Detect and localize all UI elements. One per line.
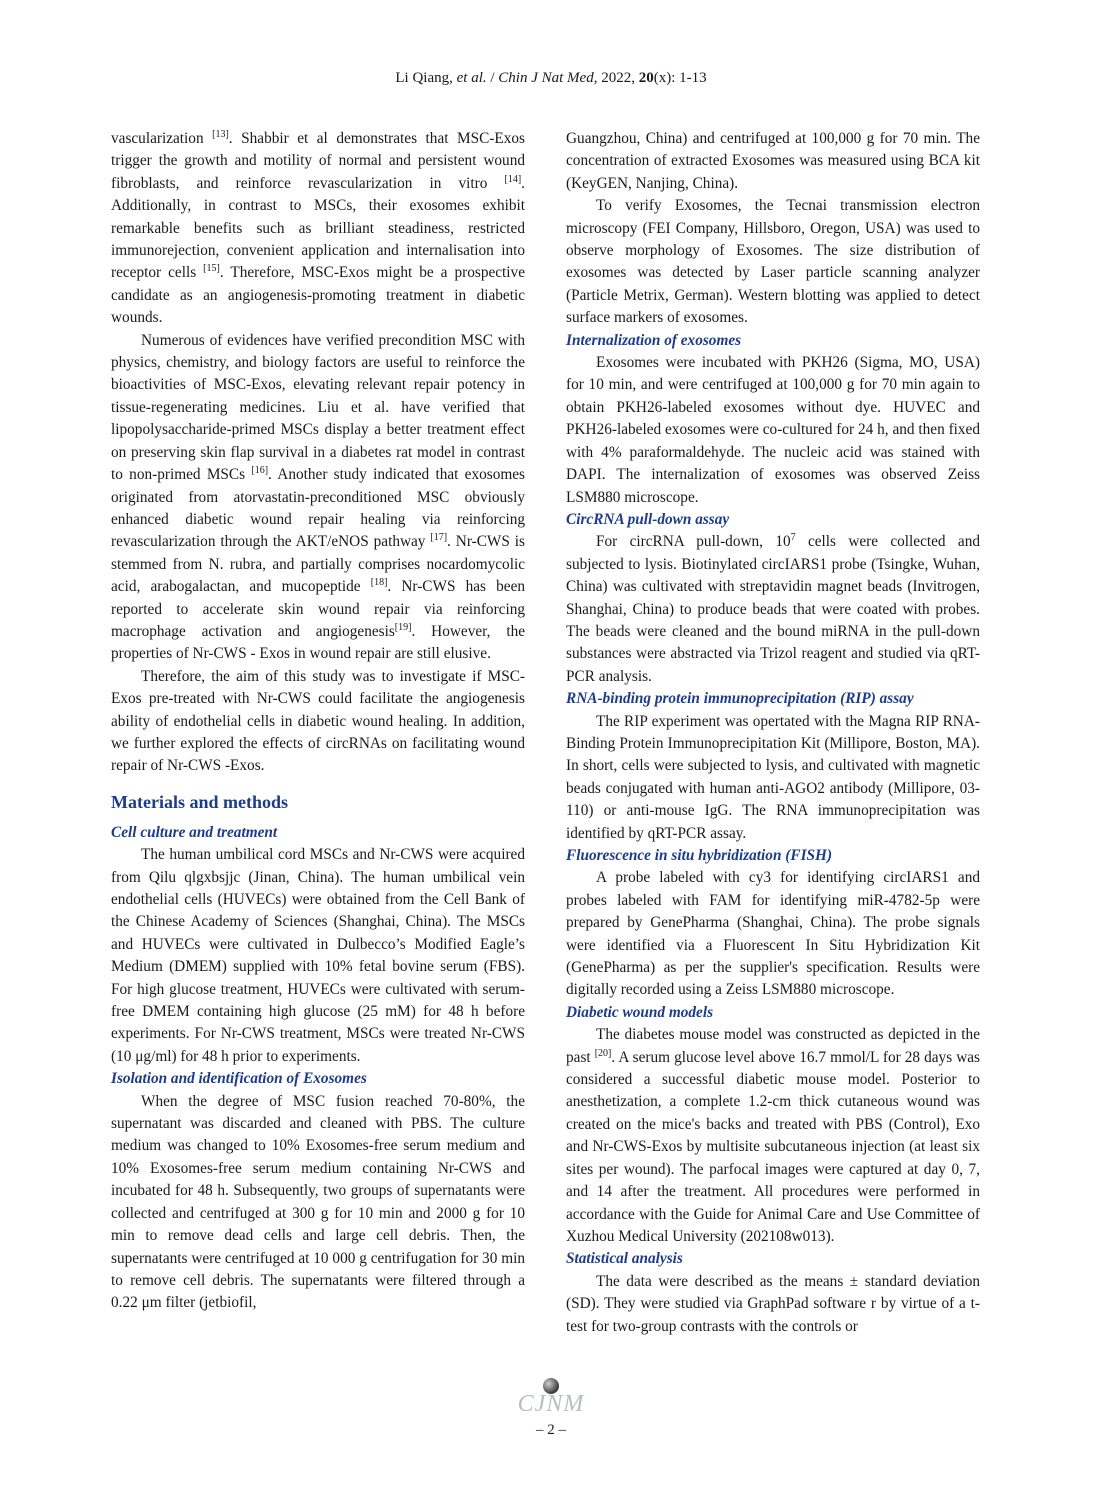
right-paragraph-6: A probe labeled with cy3 for identifying circIARS1 and probes labeled with FAM for identifying miR-4782-5p were prepared by GenePharma (Shanghai, China). The probe signals were identified via a Fluorescent In Situ Hybridization Kit (GenePharma) as per the supplier's specification. Results were digitally recorded using a Zeiss LSM880 microscope.: [566, 869, 980, 999]
text: . Therefore, MSC-Exos might be a prospective candidate as an angiogenesis-promoting treatment in diabetic wounds.: [111, 264, 525, 327]
citation: [17]: [430, 532, 448, 544]
right-paragraph-2: To verify Exosomes, the Tecnai transmission electron microscopy (FEI Company, Hillsboro, Oregon, USA) was used to observe morphology of Exosomes. The size distribution of exosomes was detected by Laser particle scanning analyzer (Particle Metrix, German). Western blotting was applied to detect surface markers of exosomes.: [566, 197, 980, 327]
right-paragraph-4: [566, 531, 980, 688]
subheading-cell-culture: Cell culture and treatment: [111, 823, 278, 841]
right-paragraph-7: [566, 1024, 980, 1248]
section-heading: Materials and methods: [111, 791, 288, 812]
subheading-fish: Fluorescence in situ hybridization (FISH): [566, 847, 833, 864]
left-paragraph-5: When the degree of MSC fusion reached 70-80%, the supernatant was discarded and cleaned with PBS. The culture medium was changed to 10% Exosomes-free serum medium and 10% Exosomes-free serum medium containing Nr-CWS and incubated for 48 h. Subsequently, two groups of supernatants were collected and centrifuged at 300 g for 10 min and 2000 g for 10 min to remove dead cells and large cell debris. Then, the supernatants were centrifuged at 10 000 g centrifugation for 30 min to remove cell debris. The supernatants were filtered through a 0.22 μm filter (jetbiofil,: [111, 1092, 525, 1312]
text: For circRNA pull-down, 10: [596, 533, 791, 551]
citation: [16]: [251, 465, 269, 477]
page-number: – 2 –: [536, 1422, 566, 1438]
right-paragraph-5: The RIP experiment was opertated with the Magna RIP RNA-Binding Protein Immunoprecipitation Kit (Millipore, Boston, MA). In short, cells were subjected to lysis, and cultivated with magnetic beads conjugated with human anti-AGO2 antibody (Millipore, 03-110) or anti-mouse IgG. The RNA immunoprecipitation was identified by qRT-PCR assay.: [566, 712, 980, 842]
header-issue-pages: (x): 1-13: [653, 70, 707, 86]
left-paragraph-2: [111, 330, 525, 666]
subheading-wound-models: Diabetic wound models: [566, 1003, 714, 1021]
header-year: , 2022,: [593, 70, 639, 86]
subheading-statistics: Statistical analysis: [566, 1250, 683, 1268]
header-volume: 20: [638, 70, 654, 86]
left-paragraph-1: [111, 128, 525, 330]
subheading-rip: RNA-binding protein immunoprecipitation (RIP) assay: [566, 690, 914, 708]
right-paragraph-3: Exosomes were incubated with PKH26 (Sigma, MO, USA) for 10 min, and were centrifuged at 100,000 g for 70 min again to obtain PKH26-labeled exosomes without dye. HUVEC and PKH26-labeled exosomes were co-cultured for 24 h, and then fixed with 4% paraformaldehyde. The nucleic acid was stained with DAPI. The internalization of exosomes was observed Zeiss LSM880 microscope.: [566, 354, 980, 506]
citation: [14]: [504, 173, 522, 185]
text: vascularization: [111, 130, 213, 147]
subheading-pulldown: CircRNA pull-down assay: [566, 510, 730, 528]
left-paragraph-4: The human umbilical cord MSCs and Nr-CWS were acquired from Qilu qlgxbsjjc (Jinan, China). The human umbilical vein endothelial cells (HUVECs) were obtained from the Cell Bank of the Chinese Academy of Sciences (Shanghai, China). The MSCs and HUVECs were cultivated in Dulbecco’s Modified Eagle’s Medium (DMEM) supplied with 10% fetal bovine serum (FBS). For high glucose treatment, HUVECs were cultivated with serum-free DMEM containing high glucose (25 mM) for 48 h before experiments. For Nr-CWS treatment, MSCs were treated Nr-CWS (10 μg/ml) for 48 h prior to experiments.: [111, 846, 525, 1065]
text: . Nr-CWS is stemmed from N. rubra, and partially comprises nocardomycolic acid, arabogalactan, and mucopeptide: [111, 533, 525, 596]
citation: [18]: [370, 577, 388, 589]
right-paragraph-1: Guangzhou, China) and centrifuged at 100,000 g for 70 min. The concentration of extracted Exosomes was measured using BCA kit (KeyGEN, Nanjing, China).: [566, 130, 980, 192]
text: The diabetes mouse model was constructed as depicted in the past: [566, 1026, 980, 1066]
header-etal: et al.: [456, 70, 487, 86]
text: Numerous of evidences have verified precondition MSC with physics, chemistry, and biology factors are useful to reinforce the bioactivities of MSC-Exos, elevating relevant repair potency in tissue-regenerating medicines. Liu et al. have verified that lipopolysaccharide-primed MSCs display a better treatment effect on preserving skin flap survival in a diabetes rat model in contrast to non-primed MSCs: [111, 331, 525, 484]
right-column: [566, 128, 980, 1338]
citation: [15]: [203, 263, 220, 275]
citation: [19]: [394, 621, 412, 633]
header-sep: /: [486, 70, 499, 86]
journal-logo: [501, 1378, 601, 1416]
header-journal: Chin J Nat Med: [498, 70, 594, 86]
subheading-internalization: Internalization of exosomes: [566, 331, 742, 349]
citation: [20]: [594, 1047, 612, 1059]
text: . Additionally, in contrast to MSCs, their exosomes exhibit remarkable benefits such as brilliant steadiness, restricted immunorejection, convenient application and internalisation into receptor cells: [111, 174, 525, 282]
citation: [13]: [212, 129, 229, 140]
superscript: 7: [790, 532, 796, 544]
left-paragraph-3: Therefore, the aim of this study was to investigate if MSC-Exos pre-treated with Nr-CWS could facilitate the angiogenesis ability of endothelial cells in diabetic wound healing. In addition, we further explored the effects of circRNAs on facilitating wound repair of Nr-CWS -Exos.: [111, 667, 525, 775]
text: . Nr-CWS has been reported to accelerate skin wound repair via reinforcing macrophage activation and angiogenesis: [111, 578, 526, 640]
text: . Another study indicated that exosomes originated from atorvastatin-preconditioned MSC obviously enhanced diabetic wound repair healing via reinforcing revascularization through the AKT/eNOS pathway: [111, 466, 525, 551]
right-paragraph-8: The data were described as the means ± standard deviation (SD). They were studied via GraphPad software r by virtue of a t-test for two-group contrasts with the controls or: [566, 1272, 980, 1335]
running-head: [0, 70, 1102, 87]
header-authors: Li Qiang,: [395, 70, 457, 86]
text: . However, the properties of Nr-CWS - Exos in wound repair are still elusive.: [111, 622, 526, 663]
text: . Shabbir et al demonstrates that MSC-Exos trigger the growth and motility of normal and persistent wound fibroblasts, and reinforce revascularization in vitro: [111, 130, 525, 192]
text: cells were collected and subjected to lysis. Biotinylated circIARS1 probe (Tsingke, Wuhan, China) was cultivated with streptavidin magnet beads (Invitrogen, Shanghai, China) to produce beads that were coated with probes. The beads were cleaned and the bound miRNA in the pull-down substances were abstracted via Trizol reagent and studied via qRT-PCR analysis.: [566, 533, 980, 685]
logo-text: CJNM: [517, 1391, 585, 1417]
subheading-isolation: Isolation and identification of Exosomes: [111, 1070, 367, 1088]
left-column: [111, 128, 525, 1315]
text: . A serum glucose level above 16.7 mmol/L for 28 days was considered a successful diabetic mouse model. Posterior to anesthetization, a complete 1.2-cm thick cutaneous wound was created on the mice's backs and treated with PBS (Control), Exo and Nr-CWS-Exos by multisite subcutaneous injection (at least six sites per wound). The parfocal images were captured at day 0, 7, and 14 after the treatment. All procedures were performed in accordance with the Guide for Animal Care and Use Committee of Xuzhou Medical University (202108w013).: [566, 1048, 980, 1245]
